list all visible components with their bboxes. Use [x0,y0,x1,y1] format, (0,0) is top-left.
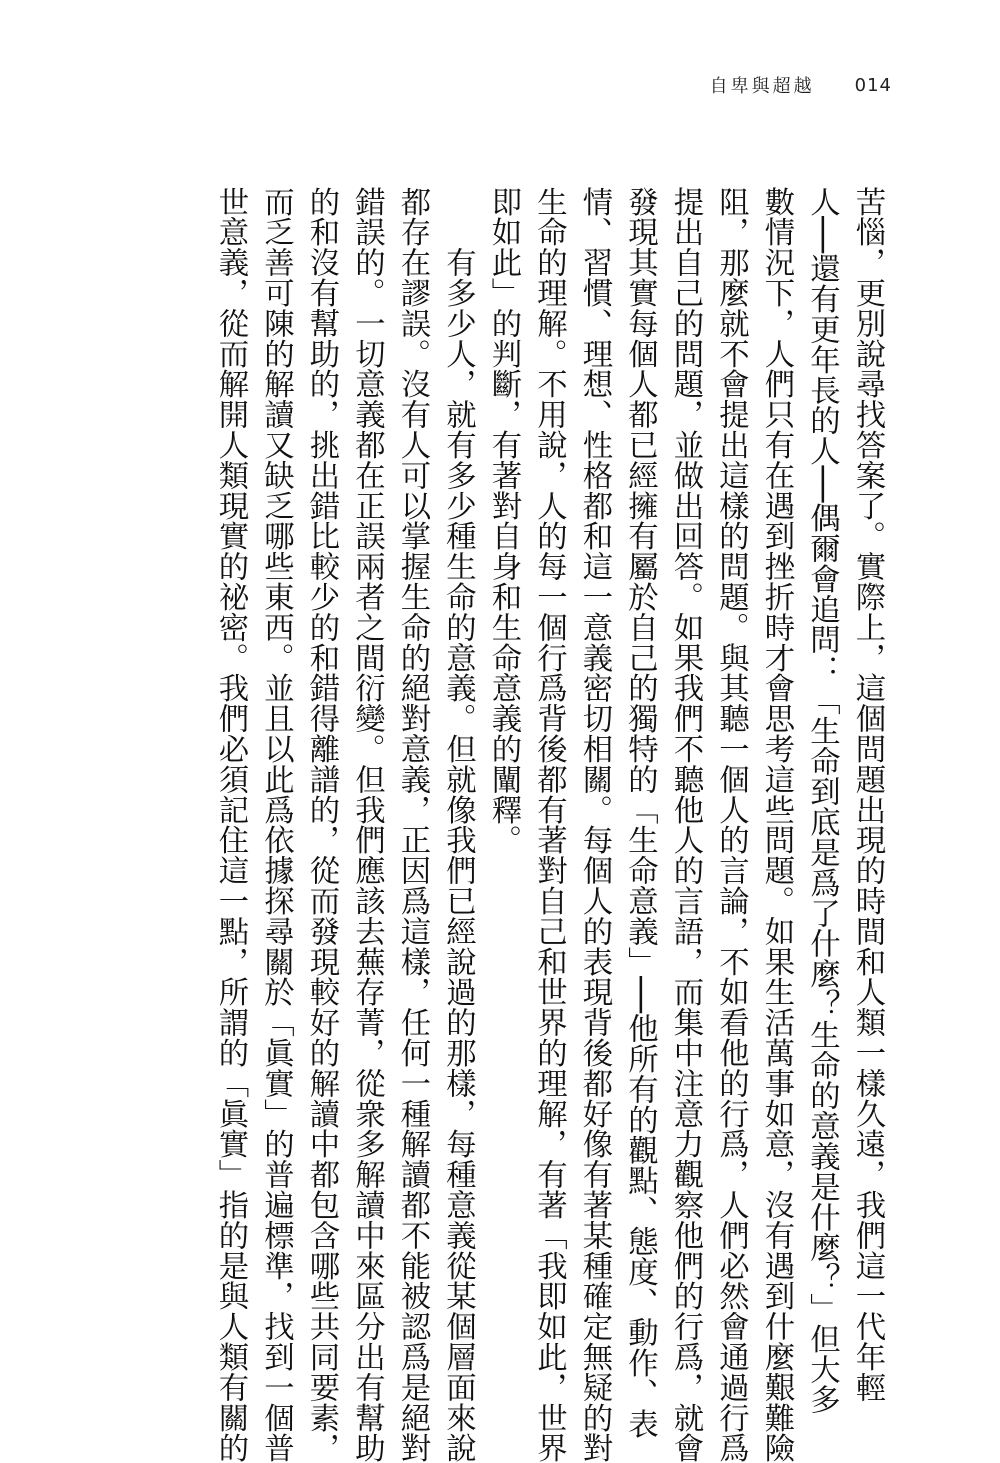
body-text [208,186,891,1463]
text-column: 苦惱，更別說尋找答案了。實際上，這個問題出現的時間和人類一樣久遠，我們這一代年輕 [850,186,885,1402]
text-column: 有多少人，就有多少種生命的意義。但就像我們已經說過的那樣，每種意義從某個層面來說 [440,186,476,1463]
text-column: 錯誤的。一切意義都在正誤兩者之間衍變。但我們應該去蕪存菁，從衆多解讀中來區分出有幫助 [349,186,385,1463]
text-column: 發現其實每個人都已經擁有屬於自己的獨特的「生命意義」──他所有的觀點、態度、動作、表 [622,186,658,1439]
text-column: 人──還有更年長的人──偶爾會追問：「生命到底是爲了什麼？生命的意義是什麼？」但大多 [804,186,840,1415]
text-column: 的和沒有幫助的，挑出錯比較少的和錯得離譜的，從而發現較好的解讀中都包含哪些共同要素， [304,186,339,1463]
text-column: 世意義，從而解開人類現實的祕密。我們必須記住這一點，所謂的「眞實」指的是與人類有關的 [213,186,248,1463]
book-title: 自卑與超越 [709,76,815,97]
text-column: 阻，那麼就不會提出這樣的問題。與其聽一個人的言論，不如看他的行爲，人們必然會通過行爲 [713,186,749,1463]
text-column: 即如此」的判斷，有著對自身和生命意義的闡釋。 [486,186,521,855]
text-column: 數情況下，人們只有在遇到挫折時才會思考這些問題。如果生活萬事如意，沒有遇到什麼艱難險 [759,186,794,1463]
text-column: 生命的理解。不用說，人的每一個行爲背後都有著對自己和世界的理解，有著「我即如此，世界 [531,186,567,1463]
page-number: 014 [854,74,892,96]
text-column: 情、習慣、理想、性格都和這一意義密切相關。每個人的表現背後都好像有著某種確定無疑的對 [577,186,612,1463]
text-column: 都存在謬誤。沒有人可以掌握生命的絕對意義，正因爲這樣，任何一種解讀都不能被認爲是絕對 [395,186,430,1463]
text-column: 而乏善可陳的解讀又缺乏哪些東西。並且以此爲依據探尋關於「眞實」的普遍標準，找到一個普 [258,186,294,1463]
running-header [710,72,892,98]
text-column: 提出自己的問題，並做出回答。如果我們不聽他人的言語，而集中注意力觀察他們的行爲，就會 [668,186,703,1463]
